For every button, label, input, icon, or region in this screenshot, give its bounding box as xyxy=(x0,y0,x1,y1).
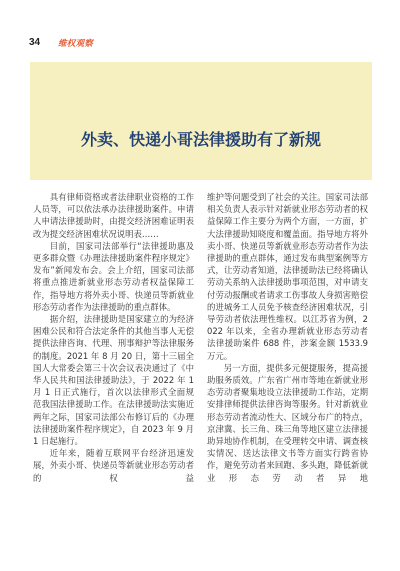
page-number: 34 xyxy=(29,37,41,48)
paragraph: 目前，国家司法部举行“法律援助惠及更多群众暨《办理法律援助案件程序规定》发布”新闻发布会。会上介绍，国家司法部将重点推进新就业形态劳动者权益保障工作，指导地方将外卖小哥、快递员等新就业形态劳动者作为法律援助的重点群体。 xyxy=(33,240,194,312)
paragraph-runover: 另一方面，提供多元便捷服务，提高援助服务质效。广东省广州市等地在新就业形态劳动者聚集地设立法律援助工作站，定期安排律师提供法律咨询等服务。针对新就业形态劳动者流动性大、区域分布广的特点，京津冀、长三角、珠三角等地区建立法律援助异地协作机制，在受理转交申请、调查核实情况、送达法律文书等方面实行跨省协作，避免劳动者来回跑、多头跑，降低新就业形态劳动者异地 xyxy=(207,362,368,483)
title-banner xyxy=(30,62,372,180)
left-column xyxy=(33,191,194,484)
paragraph: 据介绍，法律援助是国家建立的为经济困难公民和符合法定条件的其他当事人无偿提供法律咨询、代理、刑事辩护等法律服务的制度。2021 年 8 月 20 日，第十三届全国人大常委会第三十次会议表决通过了《中华人民共和国法律援助法》，于 2022 年 1 月 1 日正式施行，首次以法律形式全面规范我国法律援助工作。在法律援助法实施近两年之际，国家司法部公布修订后的《办理法律援助案件程序规定》，自 2023 年 9 月 1 日起施行。 xyxy=(33,314,194,447)
paragraph-runover: 近年来，随着互联网平台经济迅速发展，外卖小哥、快递员等新就业形态劳动者的权益 xyxy=(33,448,194,483)
paragraph: 具有律师资格或者法律职业资格的工作人员等，可以依法承办法律援助案件。申请人申请法律援助时，由提交经济困难证明表改为提交经济困难状况说明表…… xyxy=(33,192,194,239)
paragraph-continued: 维护等问题受到了社会的关注。国家司法部相关负责人表示针对新就业形态劳动者的权益保障工作主要分为两个方面，一方面，扩大法律援助知晓度和覆盖面。指导地方将外卖小哥、快递员等新就业形态劳动者作为法律援助的重点群体，通过发布典型案例等方式，让劳动者知道，法律援助法已经将确认劳动关系纳入法律援助事项范围，对申请支付劳动报酬或者请求工伤事故人身损害赔偿的进城务工人员免予核查经济困难状况，引导劳动者依法理性维权。以江苏省为例，2022 年以来，全省办理新就业形态劳动者法律援助案件 688 件，涉案金额 1533.9 万元。 xyxy=(207,192,368,361)
article-title: 外卖、快递小哥法律援助有了新规 xyxy=(80,130,321,149)
section-label: 维权观察 xyxy=(58,39,94,49)
right-column xyxy=(207,191,368,484)
